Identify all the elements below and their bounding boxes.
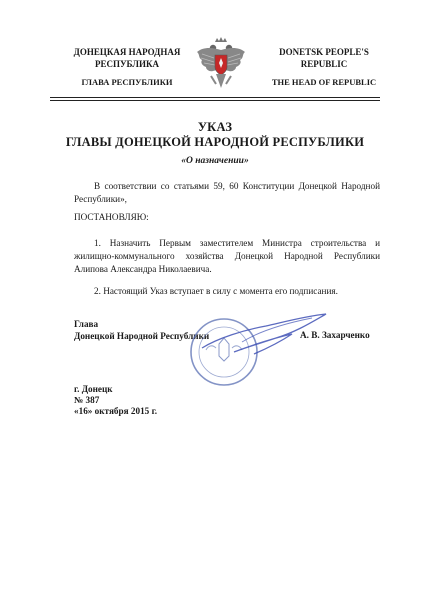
signatory-title-line2: Донецкой Народной Республики xyxy=(74,331,210,341)
document-place: г. Донецк xyxy=(74,384,113,394)
header-right-line2: REPUBLIC xyxy=(300,59,348,69)
header-rule-thin xyxy=(50,100,380,101)
seal-and-signature xyxy=(188,308,336,388)
signatory-title-line1: Глава xyxy=(74,319,99,329)
eagle-emblem-icon xyxy=(194,36,248,96)
header-left-line2: РЕСПУБЛИКА xyxy=(94,59,160,69)
header-left-line1: ДОНЕЦКАЯ НАРОДНАЯ xyxy=(73,47,181,57)
document-number: № 387 xyxy=(74,395,100,405)
decree-subject: «О назначении» xyxy=(181,156,249,166)
header-right-line1: DONETSK PEOPLE'S xyxy=(279,47,369,57)
header-rule-thick xyxy=(50,97,380,98)
intro-paragraph: В соответствии со статьями 59, 60 Конституции Донецкой Народной Республики», xyxy=(74,181,380,204)
header-left xyxy=(60,46,194,88)
document-place-date xyxy=(74,384,157,417)
header-right-head: THE HEAD OF REPUBLIC xyxy=(271,77,377,87)
header-left-head: ГЛАВА РЕСПУБЛИКИ xyxy=(81,77,173,87)
decree-word: ПОСТАНОВЛЯЮ: xyxy=(74,212,149,222)
title-line2: ГЛАВЫ ДОНЕЦКОЙ НАРОДНОЙ РЕСПУБЛИКИ xyxy=(65,135,365,149)
signatory-name: А. В. Захарченко xyxy=(300,330,370,340)
document-date: «16» октября 2015 г. xyxy=(74,406,157,416)
decree-item-2: 2. Настоящий Указ вступает в силу с момента его подписания. xyxy=(94,286,338,296)
decree-item-1: 1. Назначить Первым заместителем Министра строительства и жилищно-коммунального хозяйства Донецкой Народной Республики Алипова Александра Николаевича. xyxy=(74,238,380,274)
document-title xyxy=(50,120,380,150)
seal-stamp-icon xyxy=(191,319,257,385)
header-right xyxy=(268,46,380,88)
title-line1: УКАЗ xyxy=(197,120,233,134)
